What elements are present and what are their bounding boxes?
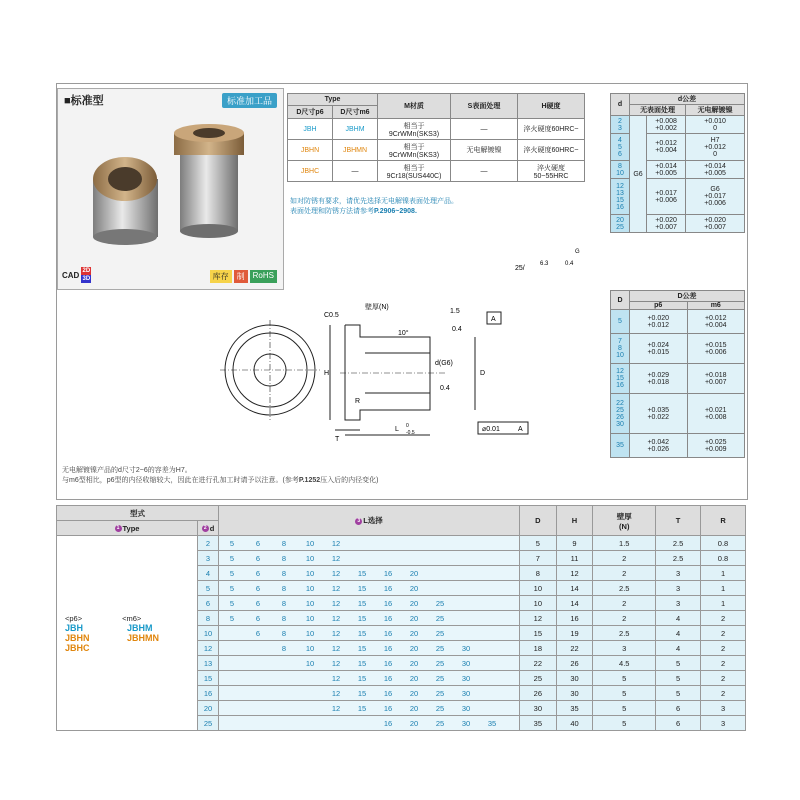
- svg-text:壁厚(N): 壁厚(N): [365, 304, 389, 311]
- spec-cell: 4: [656, 611, 701, 626]
- L-value: 25: [435, 628, 445, 638]
- L-value: 15: [357, 613, 367, 623]
- L-value: 5: [229, 538, 235, 548]
- L-options: [219, 536, 520, 551]
- d-cell: 12: [198, 641, 219, 656]
- cad-badge: CAD 2D 3D: [62, 268, 91, 282]
- spec-cell: 12: [520, 611, 557, 626]
- svg-text:0.4: 0.4: [565, 261, 574, 267]
- d-cell: 8: [198, 611, 219, 626]
- L-value: 15: [357, 598, 367, 608]
- L-value: 30: [461, 658, 471, 668]
- spec-cell: 2.5: [656, 536, 701, 551]
- svg-text:1.5: 1.5: [450, 308, 460, 315]
- L-value: 15: [357, 568, 367, 578]
- L-value: 10: [305, 643, 315, 653]
- L-value: 20: [409, 598, 419, 608]
- L-value: 8: [281, 628, 287, 638]
- spec-cell: 14: [556, 581, 593, 596]
- L-value: 20: [409, 613, 419, 623]
- svg-text:-0.5: -0.5: [406, 430, 415, 436]
- L-value: 30: [461, 688, 471, 698]
- svg-text:R: R: [355, 398, 361, 405]
- spec-cell: 6: [656, 701, 701, 716]
- L-value: 12: [331, 628, 341, 638]
- L-value: 5: [229, 583, 235, 593]
- L-value: 30: [461, 673, 471, 683]
- L-value: 16: [383, 598, 393, 608]
- spec-cell: 3: [656, 566, 701, 581]
- svg-text:A: A: [518, 426, 523, 433]
- spec-cell: 2: [701, 626, 746, 641]
- spec-cell: 10: [520, 596, 557, 611]
- d-cell: 13: [198, 656, 219, 671]
- spec-cell: 30: [556, 686, 593, 701]
- spec-cell: 2: [701, 641, 746, 656]
- L-value: 15: [357, 703, 367, 713]
- spec-cell: 3: [701, 716, 746, 731]
- L-value: 10: [305, 553, 315, 563]
- L-value: 5: [229, 553, 235, 563]
- L-options: [219, 566, 520, 581]
- spec-cell: 22: [556, 641, 593, 656]
- L-options: [219, 611, 520, 626]
- spec-cell: 30: [520, 701, 557, 716]
- L-value: 30: [461, 703, 471, 713]
- L-value: 16: [383, 673, 393, 683]
- L-value: 6: [255, 613, 261, 623]
- spec-cell: 2: [701, 671, 746, 686]
- spec-cell: 14: [556, 596, 593, 611]
- d-cell: 5: [198, 581, 219, 596]
- spec-cell: 5: [656, 686, 701, 701]
- L-options: [219, 701, 520, 716]
- L-options: [219, 641, 520, 656]
- L-value: 20: [409, 583, 419, 593]
- selection-row: [57, 536, 746, 551]
- L-value: 12: [331, 583, 341, 593]
- spec-cell: 2: [593, 596, 656, 611]
- spec-cell: 3: [701, 701, 746, 716]
- L-value: 15: [357, 673, 367, 683]
- L-options: [219, 716, 520, 731]
- L-value: 12: [331, 613, 341, 623]
- L-value: 10: [305, 658, 315, 668]
- L-value: 16: [383, 613, 393, 623]
- spec-cell: 26: [556, 656, 593, 671]
- L-value: 8: [281, 643, 287, 653]
- d-cell: 10: [198, 626, 219, 641]
- spec-cell: 35: [556, 701, 593, 716]
- stock-badges: 库存 制 RoHS: [210, 270, 277, 283]
- spec-cell: 26: [520, 686, 557, 701]
- svg-text:0.4: 0.4: [440, 385, 450, 392]
- L-options: [219, 686, 520, 701]
- spec-cell: 10: [520, 581, 557, 596]
- L-value: 5: [229, 568, 235, 578]
- L-options: [219, 656, 520, 671]
- spec-cell: 2: [701, 656, 746, 671]
- type-list: <p6> <m6> JBH JBHM JBHN JBHMN JBHC: [57, 536, 198, 731]
- L-value: 10: [305, 628, 315, 638]
- L-value: 16: [383, 583, 393, 593]
- L-value: 25: [435, 643, 445, 653]
- spec-cell: 5: [656, 656, 701, 671]
- spec-cell: 18: [520, 641, 557, 656]
- L-value: 5: [229, 613, 235, 623]
- spec-cell: 2: [593, 566, 656, 581]
- L-options: [219, 626, 520, 641]
- svg-text:⌀0.01: ⌀0.01: [482, 426, 500, 433]
- spec-cell: 5: [520, 536, 557, 551]
- spec-cell: 30: [556, 671, 593, 686]
- spec-cell: 3: [656, 596, 701, 611]
- L-value: 30: [461, 718, 471, 728]
- L-value: 8: [281, 598, 287, 608]
- L-value: 25: [435, 658, 445, 668]
- L-value: 25: [435, 673, 445, 683]
- L-options: [219, 581, 520, 596]
- spec-cell: 22: [520, 656, 557, 671]
- L-value: 12: [331, 568, 341, 578]
- L-value: 12: [331, 688, 341, 698]
- L-value: 10: [305, 583, 315, 593]
- L-value: 15: [357, 658, 367, 668]
- spec-cell: 5: [656, 671, 701, 686]
- spec-cell: 2.5: [593, 626, 656, 641]
- d-cell: 16: [198, 686, 219, 701]
- L-value: 12: [331, 703, 341, 713]
- svg-text:C0.5: C0.5: [324, 312, 339, 319]
- type-material-table: Type M材质 S表面处理 H硬度 D尺寸p6 D尺寸m6 JBH JBHM 相当于 9CrWMn(SKS3) — 淬火硬度60HRC~ JBHN JBHMN 相当于 9CrWMn(SKS3) 无电解镀镍 淬火硬度60HRC~ JBHC — 相当于9Cr18(SUS440C) — 淬火硬度50~55HRC: [287, 93, 585, 182]
- L-value: 20: [409, 643, 419, 653]
- d-cell: 3: [198, 551, 219, 566]
- spec-cell: 0.8: [701, 551, 746, 566]
- spec-cell: 2: [593, 611, 656, 626]
- spec-cell: 1.5: [593, 536, 656, 551]
- L-value: 10: [305, 613, 315, 623]
- spec-cell: 9: [556, 536, 593, 551]
- spec-cell: 11: [556, 551, 593, 566]
- L-value: 12: [331, 643, 341, 653]
- d-cell: 6: [198, 596, 219, 611]
- spec-cell: 2: [593, 551, 656, 566]
- d-cell: 20: [198, 701, 219, 716]
- spec-cell: 5: [593, 716, 656, 731]
- spec-cell: 25: [520, 671, 557, 686]
- footnotes: 无电解镀镍产品的d尺寸2~6的容差为H7。 与m6型相比，p6型的内径收缩较大，因此在进行孔加工时请予以注意。(参考P.1252压入后的内径变化): [62, 467, 379, 484]
- svg-text:25/: 25/: [515, 265, 525, 272]
- d-cell: 15: [198, 671, 219, 686]
- L-value: 20: [409, 718, 419, 728]
- L-value: 6: [255, 538, 261, 548]
- L-value: 12: [331, 538, 341, 548]
- L-value: 16: [383, 628, 393, 638]
- spec-cell: 2: [701, 686, 746, 701]
- L-value: 25: [435, 598, 445, 608]
- L-value: 25: [435, 703, 445, 713]
- spec-cell: 3: [656, 581, 701, 596]
- L-options: [219, 671, 520, 686]
- L-value: 16: [383, 688, 393, 698]
- L-value: 25: [435, 688, 445, 698]
- svg-text:D: D: [480, 370, 486, 377]
- L-options: [219, 551, 520, 566]
- D-tolerance-table: D D公差 p6 m6 5 +0.020 +0.012 +0.012 +0.004 7 8 10 +0.024 +0.015 +0.015 +0.006 12 15 16 +0.029 +0.018 +0.018 +0.007 22 25 26 30 +0.035 +0.022 +0.021 +0.008 35 +0.042 +0.026 +0.025 +0.009: [610, 290, 745, 458]
- L-value: 12: [331, 553, 341, 563]
- technical-drawing: [220, 245, 590, 455]
- L-value: 20: [409, 703, 419, 713]
- spec-cell: 2.5: [656, 551, 701, 566]
- d-cell: 25: [198, 716, 219, 731]
- svg-text:L: L: [395, 426, 399, 433]
- L-value: 10: [305, 538, 315, 548]
- L-value: 8: [281, 583, 287, 593]
- svg-text:0.4: 0.4: [452, 326, 462, 333]
- standard-badge: 标准加工品: [222, 93, 277, 108]
- L-value: 16: [383, 718, 393, 728]
- L-value: 15: [357, 643, 367, 653]
- spec-cell: 5: [593, 671, 656, 686]
- spec-cell: 1: [701, 566, 746, 581]
- L-value: 6: [255, 598, 261, 608]
- spec-cell: 12: [556, 566, 593, 581]
- spec-cell: 8: [520, 566, 557, 581]
- svg-text:10°: 10°: [398, 330, 409, 337]
- L-value: 20: [409, 688, 419, 698]
- L-value: 30: [461, 643, 471, 653]
- panel-title: ■标准型: [64, 95, 104, 107]
- d-cell: 2: [198, 536, 219, 551]
- svg-text:d(G6): d(G6): [435, 360, 453, 367]
- spec-cell: 5: [593, 701, 656, 716]
- spec-cell: 4.5: [593, 656, 656, 671]
- L-value: 20: [409, 628, 419, 638]
- type-row: JBHN JBHMN 相当于 9CrWMn(SKS3) 无电解镀镍 淬火硬度60HRC~: [288, 140, 585, 161]
- svg-text:H: H: [324, 370, 330, 377]
- L-value: 8: [281, 538, 287, 548]
- L-value: 25: [435, 718, 445, 728]
- L-value: 6: [255, 628, 261, 638]
- L-value: 25: [435, 613, 445, 623]
- spec-cell: 2.5: [593, 581, 656, 596]
- type-row: JBHC — 相当于9Cr18(SUS440C) — 淬火硬度50~55HRC: [288, 161, 585, 182]
- svg-text:6.3: 6.3: [540, 261, 549, 267]
- spec-cell: 2: [701, 611, 746, 626]
- L-value: 6: [255, 568, 261, 578]
- L-value: 8: [281, 568, 287, 578]
- L-value: 15: [357, 628, 367, 638]
- spec-cell: 35: [520, 716, 557, 731]
- L-value: 20: [409, 658, 419, 668]
- L-value: 10: [305, 598, 315, 608]
- L-value: 12: [331, 598, 341, 608]
- spec-cell: 1: [701, 596, 746, 611]
- L-value: 16: [383, 568, 393, 578]
- spec-cell: 6: [656, 716, 701, 731]
- L-value: 20: [409, 673, 419, 683]
- L-value: 12: [331, 658, 341, 668]
- d-cell: 4: [198, 566, 219, 581]
- L-value: 20: [409, 568, 419, 578]
- L-value: 16: [383, 703, 393, 713]
- L-value: 16: [383, 643, 393, 653]
- svg-text:T: T: [335, 436, 340, 443]
- L-value: 12: [331, 673, 341, 683]
- svg-text:A: A: [491, 316, 496, 323]
- spec-cell: 7: [520, 551, 557, 566]
- spec-cell: 15: [520, 626, 557, 641]
- selection-table: 型式 3 L选择 D H 壁厚 (N) T R 1 Type 2 d <p6> <m6> JBH JBHM JBHN JBHMN JBHC 2 5 6 8 10 12 5 9 1.5 2.5 0.8 3 5 6 8 10 12 7 11 2 2.5 0.8 4 5 6 8 10 12 15 16 20 8 12 2 3 1 5 5 6 8 10 12 15 16 20 10 14 2.5 3 1 6 5 6 8 10 12 15 16 20 25 10 14 2 3 1 8 5 6 8 10 12 15 16 20 25 12 16 2 4 2 10 6 8 10 12 15 16 20 25 15 19 2.5 4 2 12 8 10 12 15 16 20 25 30 18 22 3 4 2 13 10 12 15 16 20 25 30 22 26 4.5 5 2 15 12 15 16 20 25 30 25 30 5 5 2 16 12 15 16 20 25 30 26 30 5 5 2 20 12 15 16 20 25 30 30 35 5 6 3 25 16 20 25 30 35 35 40 5 6 3: [56, 505, 746, 731]
- L-value: 15: [357, 583, 367, 593]
- L-value: 15: [357, 688, 367, 698]
- spec-cell: 4: [656, 626, 701, 641]
- spec-cell: 16: [556, 611, 593, 626]
- svg-text:G: G: [575, 249, 580, 255]
- spec-cell: 40: [556, 716, 593, 731]
- L-value: 6: [255, 553, 261, 563]
- type-row: JBH JBHM 相当于 9CrWMn(SKS3) — 淬火硬度60HRC~: [288, 119, 585, 140]
- L-value: 10: [305, 568, 315, 578]
- L-value: 8: [281, 613, 287, 623]
- surface-note: 如对防锈有要求，请优先选择无电解镍表面处理产品。 表面处理和防锈方法请参考P.2906~2908.: [290, 198, 458, 215]
- spec-cell: 4: [656, 641, 701, 656]
- spec-cell: 1: [701, 581, 746, 596]
- spec-cell: 3: [593, 641, 656, 656]
- d-tolerance-table: d d公差 无表面处理 无电解镀镍 2 3 G6 +0.008 +0.002 +0.010 0 4 5 6 +0.012 +0.004 H7 +0.012 0 8 10 +0.014 +0.005 +0.014 +0.005 12 13 15 16 +0.017 +0.006 G6 +0.017 +0.006 20 25 +0.020 +0.007 +0.020 +0.007: [610, 93, 745, 233]
- L-value: 5: [229, 598, 235, 608]
- spec-cell: 19: [556, 626, 593, 641]
- L-value: 6: [255, 583, 261, 593]
- L-value: 16: [383, 658, 393, 668]
- spec-cell: 0.8: [701, 536, 746, 551]
- L-options: [219, 596, 520, 611]
- svg-text:0: 0: [406, 423, 409, 429]
- spec-cell: 5: [593, 686, 656, 701]
- L-value: 8: [281, 553, 287, 563]
- L-value: 35: [487, 718, 497, 728]
